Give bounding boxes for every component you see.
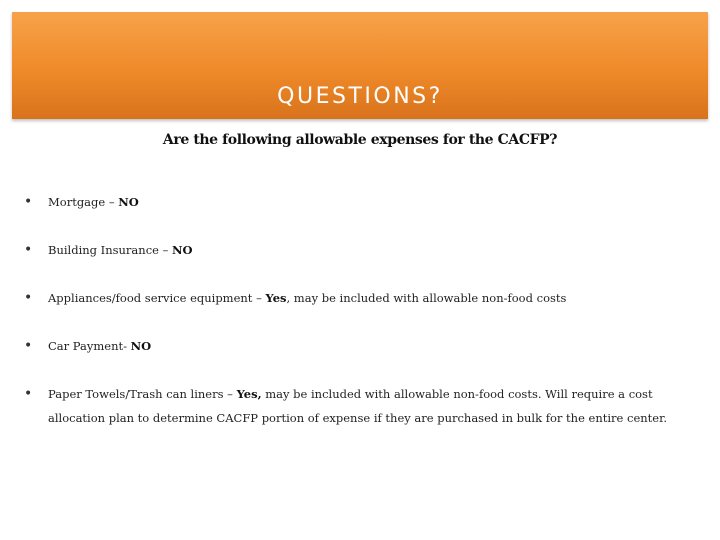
bullet-icon: •: [24, 386, 33, 402]
bullet-icon: •: [24, 290, 33, 306]
title-banner: [12, 12, 708, 119]
bullet-item-building-insurance: [22, 238, 692, 262]
slide-title: QUESTIONS?: [277, 84, 443, 109]
bullet-item-appliances: [22, 286, 692, 310]
bullet-answer: Yes: [265, 291, 287, 305]
bullet-answer: NO: [118, 195, 139, 209]
bullet-answer: NO: [130, 339, 152, 353]
bullet-label: Paper Towels/Trash can liners –: [48, 387, 237, 401]
bullet-item-paper-towels: [22, 382, 692, 430]
bullet-answer: NO: [172, 243, 193, 257]
bullet-item-car-payment: [22, 334, 692, 358]
bullet-label: Building Insurance –: [48, 243, 173, 257]
bullet-list: [22, 190, 692, 454]
bullet-label: Appliances/food service equipment –: [48, 291, 266, 305]
bullet-rest: , may be included with allowable non-food costs: [286, 291, 567, 305]
bullet-answer: Yes,: [236, 387, 262, 401]
bullet-rest: may be included with allowable non-food costs. Will require a cost allocation plan to determine CACFP portion of expense if they are purchased in bulk for the entire center.: [48, 387, 667, 425]
bullet-item-mortgage: [22, 190, 692, 214]
bullet-icon: •: [24, 194, 33, 210]
bullet-icon: •: [24, 242, 33, 258]
bullet-icon: •: [24, 338, 33, 354]
slide-subtitle: Are the following allowable expenses for the CACFP?: [162, 132, 558, 148]
bullet-label: Car Payment-: [48, 339, 131, 353]
bullet-label: Mortgage –: [48, 195, 119, 209]
